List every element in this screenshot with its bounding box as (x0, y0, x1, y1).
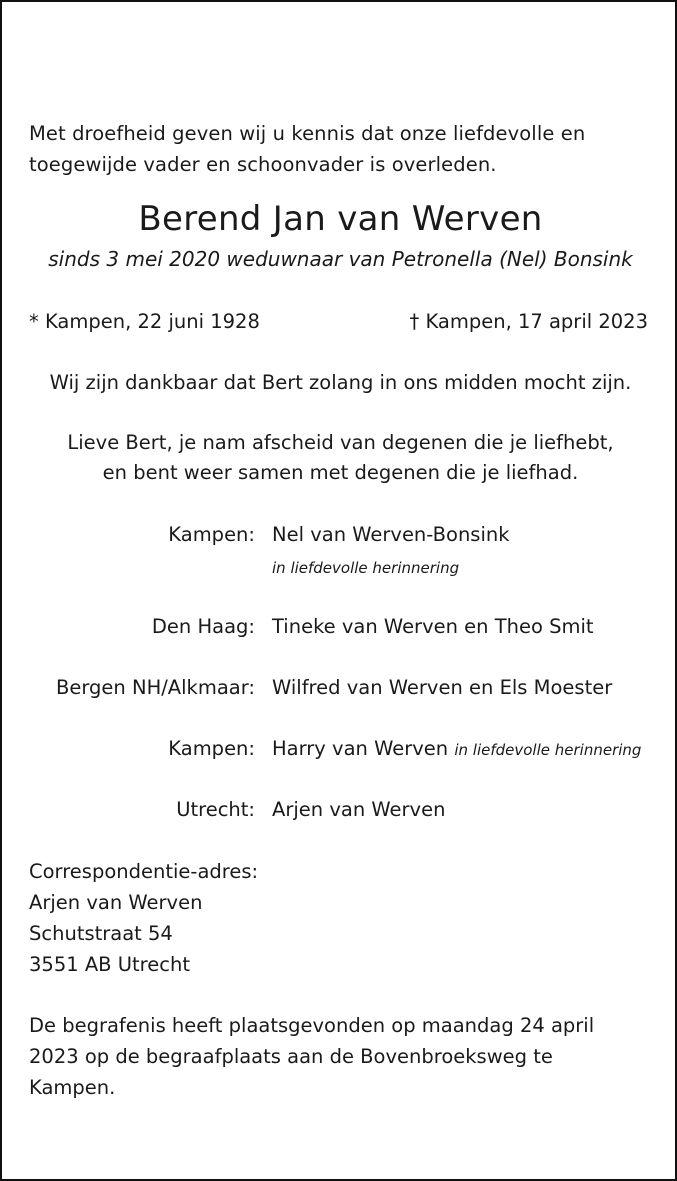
deceased-name: Berend Jan van Werven (138, 199, 543, 239)
intro-line-2: toegewijde vader en schoonvader is overleden. (29, 153, 497, 176)
correspondence-address (29, 856, 659, 980)
intro-text (29, 118, 585, 180)
correspondence-name: Arjen van Werven (29, 891, 203, 914)
relative-names-with-note (272, 734, 641, 765)
correspondence-label: Correspondentie-adres: (29, 860, 259, 883)
relative-place: Bergen NH/Alkmaar: (56, 676, 255, 699)
relative-place: Den Haag: (151, 615, 255, 638)
relative-note: in liefdevolle herinnering (272, 559, 460, 577)
funeral-line-1: De begrafenis heeft plaatsgevonden op maandag 24 april (29, 1014, 595, 1037)
intro-line-1: Met droefheid geven wij u kennis dat onze liefdevolle en (29, 122, 586, 145)
relative-place: Kampen: (168, 737, 255, 760)
relative-names: Wilfred van Werven en Els Moester (272, 676, 613, 699)
correspondence-street: Schutstraat 54 (29, 922, 173, 945)
gratitude-line: Wij zijn dankbaar dat Bert zolang in ons midden mocht zijn. (49, 371, 632, 394)
death-info: † Kampen, 17 april 2023 (409, 310, 648, 333)
relative-names: Harry van Werven (272, 737, 449, 760)
farewell-line-2: en bent weer samen met degenen die je liefhad. (102, 461, 579, 484)
relative-place: Kampen: (168, 523, 255, 546)
correspondence-city: 3551 AB Utrecht (29, 953, 190, 976)
relative-note: in liefdevolle herinnering (454, 741, 642, 759)
relative-names: Nel van Werven-Bonsink (272, 523, 510, 546)
relative-names: Arjen van Werven (272, 798, 446, 821)
relative-place: Utrecht: (176, 798, 255, 821)
funeral-info (29, 1010, 659, 1103)
widower-note: sinds 3 mei 2020 weduwnaar van Petronella (Nel) Bonsink (48, 247, 633, 271)
birth-info: * Kampen, 22 juni 1928 (29, 310, 260, 333)
funeral-line-2: 2023 op de begraafplaats aan de Bovenbroeksweg te (29, 1045, 553, 1068)
relative-names: Tineke van Werven en Theo Smit (272, 615, 594, 638)
funeral-line-3: Kampen. (29, 1076, 116, 1099)
farewell-line-1: Lieve Bert, je nam afscheid van degenen die je liefhebt, (67, 431, 614, 454)
